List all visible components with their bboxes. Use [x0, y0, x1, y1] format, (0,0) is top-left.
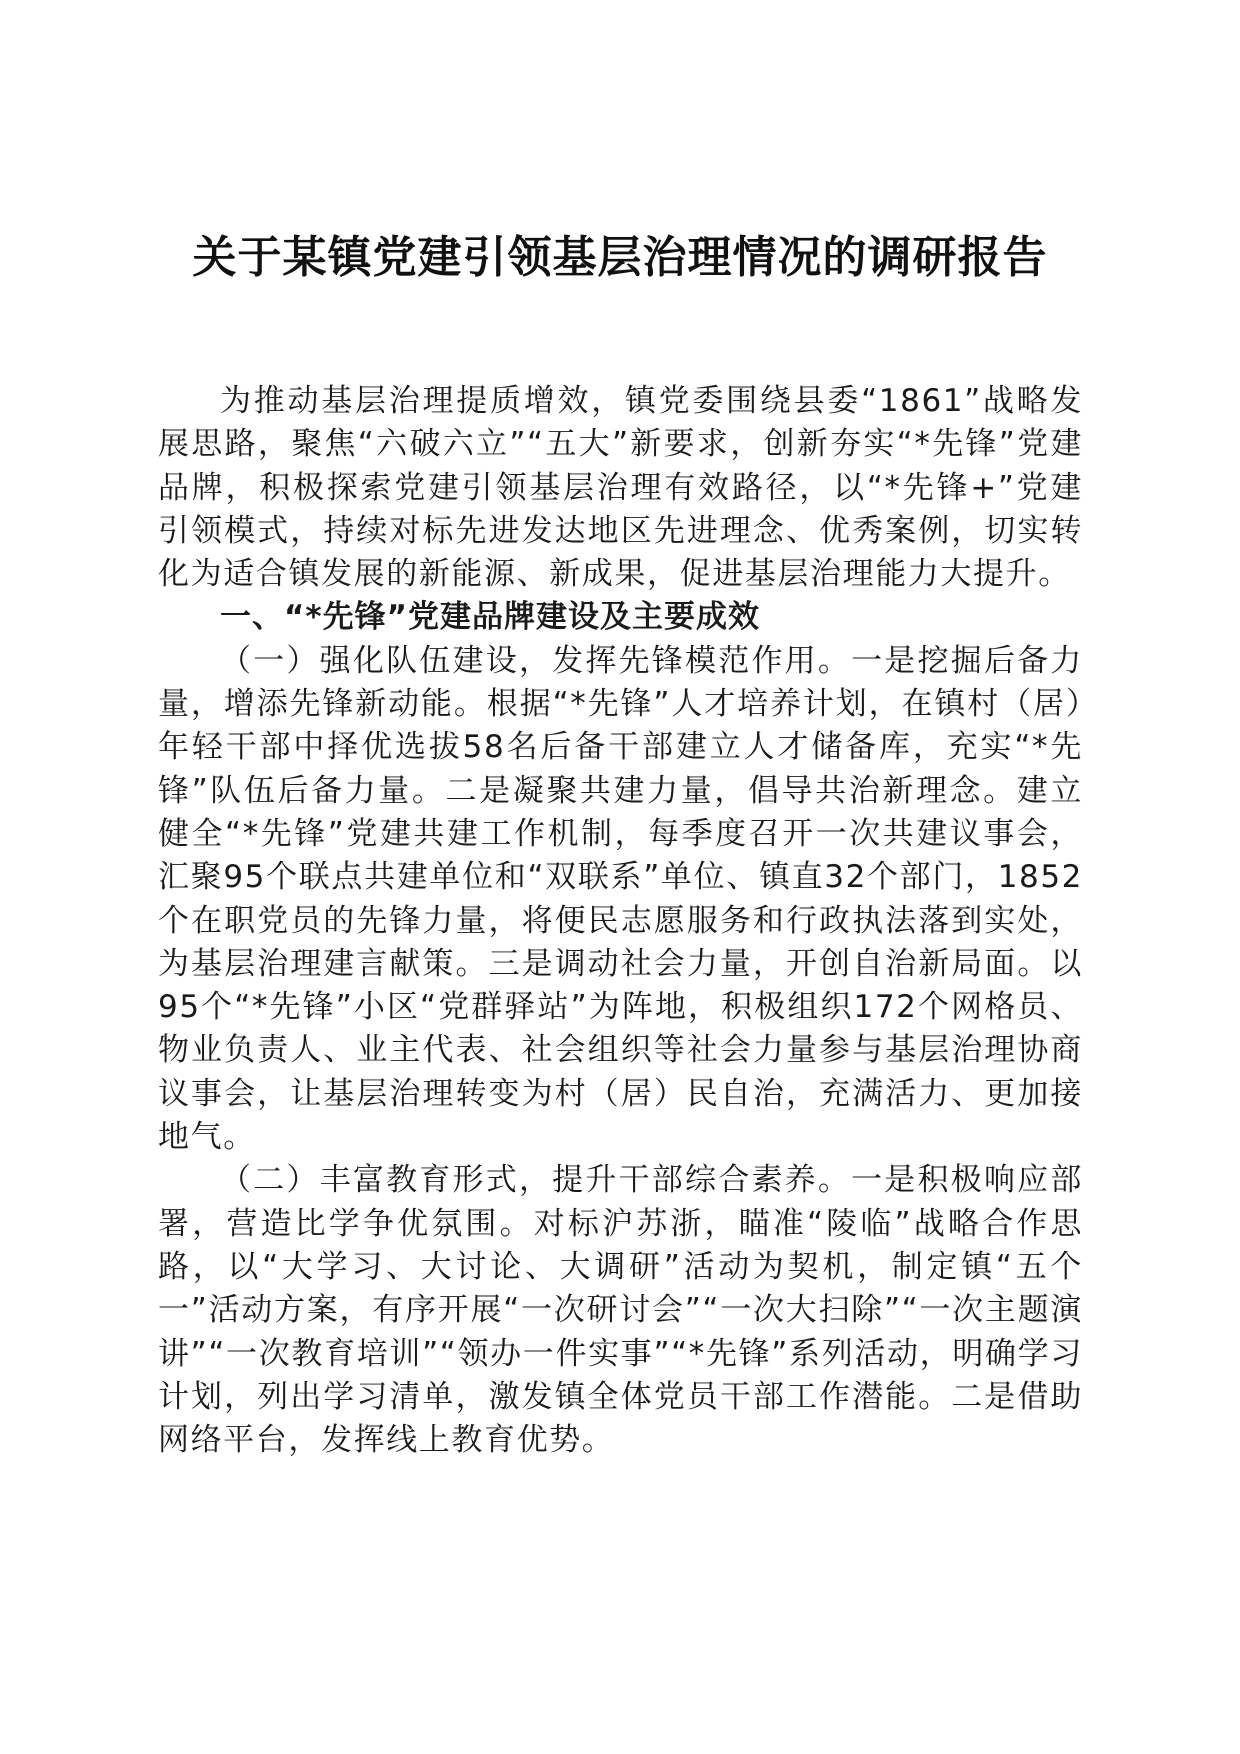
section-paragraph-1: （一）强化队伍建设，发挥先锋模范作用。一是挖掘后备力量，增添先锋新动能。根据“*先锋”人才培养计划，在镇村（居）年轻干部中择优选拔58名后备干部建立人才储备库，充实“*先锋”队伍后备力量。二是凝聚共建力量，倡导共治新理念。建立健全“*先锋”党建共建工作机制，每季度召开一次共建议事会，汇聚95个联点共建单位和“双联系”单位、镇直32个部门，1852个在职党员的先锋力量，将便民志愿服务和行政执法落到实处，为基层治理建言献策。三是调动社会力量，开创自治新局面。以95个“*先锋”小区“党群驿站”为阵地，积极组织172个网格员、物业负责人、业主代表、社会组织等社会力量参与基层治理协商议事会，让基层治理转变为村（居）民自治，充满活力、更加接地气。	[158, 642, 1083, 1156]
section-paragraph-2: （二）丰富教育形式，提升干部综合素养。一是积极响应部署，营造比学争优氛围。对标沪苏浙，瞄准“陵临”战略合作思路，以“大学习、大讨论、大调研”活动为契机，制定镇“五个一”活动方案，有序开展“一次研讨会”“一次大扫除”“一次主题演讲”“一次教育培训”“领办一件实事”“*先锋”系列活动，明确学习计划，列出学习清单，激发镇全体党员干部工作潜能。二是借助网络平台，发挥线上教育优势。	[158, 1162, 1083, 1459]
document-body	[158, 380, 1083, 1462]
section-heading: 一、“*先锋”党建品牌建设及主要成效	[220, 599, 760, 636]
intro-paragraph: 为推动基层治理提质增效，镇党委围绕县委“1861”战略发展思路，聚焦“六破六立”“五大”新要求，创新夯实“*先锋”党建品牌，积极探索党建引领基层治理有效路径，以“*先锋+”党建引领模式，持续对标先进发达地区先进理念、优秀案例，切实转化为适合镇发展的新能源、新成果，促进基层治理能力大提升。	[158, 383, 1083, 593]
document-title: 关于某镇党建引领基层治理情况的调研报告	[192, 232, 1048, 283]
